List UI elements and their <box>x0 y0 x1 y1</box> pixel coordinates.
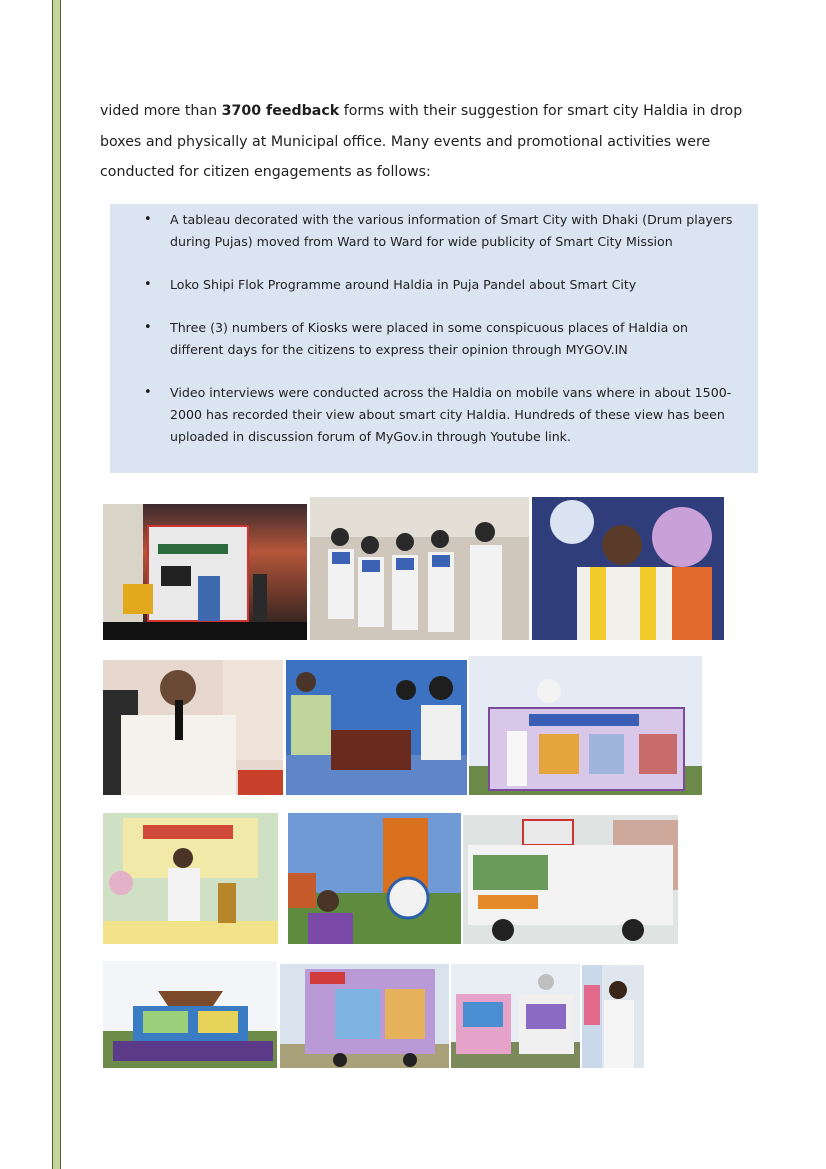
photo-decorated-vehicle <box>463 815 678 944</box>
photo-mobile-van-banner <box>280 964 449 1068</box>
intro-paragraph <box>100 96 760 188</box>
photo-speaker-microphone <box>103 660 283 795</box>
photo-tableau-van-night <box>103 504 307 640</box>
photo-speaker-puja-pandal <box>532 497 724 640</box>
activities-box <box>110 204 758 473</box>
photo-two-vans <box>451 964 580 1068</box>
bullet-symbol: • <box>144 212 152 227</box>
bullet-symbol: • <box>144 277 152 292</box>
page-margin-bar <box>52 0 61 1169</box>
intro-text-before: vided more than <box>100 103 222 119</box>
photo-students-meeting <box>310 497 529 640</box>
bullet-symbol: • <box>144 320 152 335</box>
intro-text-after: forms with their suggestion for smart city Haldia in drop boxes and physically at Municipal office. Many events and promotional activities were conducted for citizen engagements as follows: <box>100 103 743 180</box>
list-item-text: Loko Shipi Flok Programme around Haldia in Puja Pandel about Smart City <box>170 277 637 292</box>
list-item-text: A tableau decorated with the various information of Smart City with Dhaki (Drum players during Pujas) moved from Ward to Ward for wide publicity of Smart City Mission <box>170 212 733 249</box>
photo-woman-microphone <box>582 965 644 1068</box>
list-item-text: Three (3) numbers of Kiosks were placed in some conspicuous places of Haldia on different days for the citizens to express their opinion through MYGOV.IN <box>170 320 689 357</box>
photo-smart-city-display-board <box>469 656 702 795</box>
photo-tableau-decorated <box>288 813 461 944</box>
photo-harmonium-performance <box>286 660 467 795</box>
intro-feedback-count: 3700 feedback <box>221 103 340 119</box>
bullet-symbol: • <box>144 385 152 400</box>
photo-ship-tableau <box>103 961 277 1068</box>
list-item-text: Video interviews were conducted across the Haldia on mobile vans where in about 1500-2000 has recorded their view about smart city Haldia. Hundreds of these view has been uploaded in discussion forum of MyGov.in through Youtube link. <box>170 385 732 444</box>
photo-stage-event <box>103 813 278 944</box>
